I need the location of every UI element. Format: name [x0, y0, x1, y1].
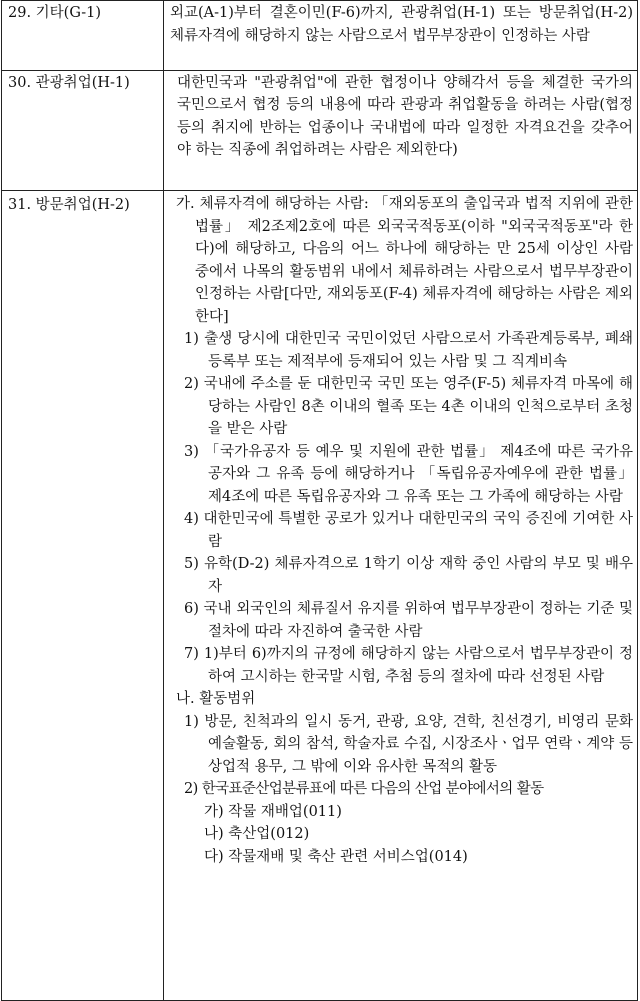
sub-list-item: 가) 작물 재배업(011) — [204, 803, 342, 820]
sub-list-item: 나) 축산업(012) — [204, 826, 310, 842]
sub-list-item: 다) 작물재배 및 축산 관련 서비스업(014) — [204, 848, 468, 865]
list-item: 6) 국내 외국인의 체류질서 유지를 위하여 법무부장관이 정하는 기준 및 절차에 따라 자진하여 출국한 사람 — [184, 601, 633, 640]
list-item: 1) 출생 당시에 대한민국 국민이었던 사람으로서 가족관계등록부, 폐쇄등록부 또는 제적부에 등재되어 있는 사람 및 그 직계비속 — [184, 331, 633, 370]
table-row — [2, 191, 638, 1001]
category-cell — [2, 191, 164, 1001]
list-item: 4) 대한민국에 특별한 공로가 있거나 대한민국의 국익 증진에 기여한 사람 — [184, 511, 633, 550]
description-text: 대한민국과 "관광취업"에 관한 협정이나 양해각서 등을 체결한 국가의 국민으로서 협정 등의 내용에 따라 관광과 취업활동을 하려는 사람(협정 등의 취지에 반하는 업종이나 국내법에 따라 일정한 자격요건을 갖추어야 하는 직종에 취업하려는 사람은 제외한다) — [177, 75, 633, 159]
category-label: 31. 방문취업(H-2) — [8, 197, 130, 213]
visa-status-table — [1, 0, 638, 1001]
description-text: 외교(A-1)부터 결혼이민(F-6)까지, 관광취업(H-1) 또는 방문취업(H-2) 체류자격에 해당하지 않는 사람으로서 법무부장관이 인정하는 사람 — [170, 5, 633, 44]
table-row — [2, 1, 638, 71]
category-label: 30. 관광취업(H-1) — [8, 75, 130, 91]
table-row — [2, 71, 638, 191]
description-cell — [164, 191, 638, 1001]
description-cell — [164, 1, 638, 71]
list-item: 7) 1)부터 6)까지의 규정에 해당하지 않는 사람으로서 법무부장관이 정하여 고시하는 한국말 시험, 추첨 등의 절차에 따라 선정된 사람 — [184, 646, 633, 685]
list-item: 2) 국내에 주소를 둔 대한민국 국민 또는 영주(F-5) 체류자격 마목에 해당하는 사람인 8촌 이내의 혈족 또는 4촌 이내의 인척으로부터 초청을 받은 사람 — [184, 376, 633, 437]
list-item: 5) 유학(D-2) 체류자격으로 1학기 이상 재학 중인 사람의 부모 및 배우자 — [184, 556, 633, 595]
description-cell — [164, 71, 638, 191]
category-label: 29. 기타(G-1) — [8, 5, 101, 21]
section-na-heading: 나. 활동범위 — [176, 691, 256, 707]
category-cell — [2, 1, 164, 71]
list-item: 1) 방문, 친척과의 일시 동거, 관광, 요양, 견학, 친선경기, 비영리 문화예술활동, 회의 참석, 학술자료 수집, 시장조사ㆍ업무 연락ㆍ계약 등 상업적 용무, 그 밖에 이와 유사한 목적의 활동 — [184, 713, 633, 775]
list-item: 2) 한국표준산업분류표에 따른 다음의 산업 분야에서의 활동 — [184, 781, 544, 797]
category-cell — [2, 71, 164, 191]
list-item: 3) 「국가유공자 등 예우 및 지원에 관한 법률」 제4조에 따른 국가유공자와 그 유족 등에 해당하거나 「독립유공자예우에 관한 법률」 제4조에 따른 독립유공자와 그 유족 또는 그 가족에 해당하는 사람 — [184, 443, 633, 505]
section-ga-text: 가. 체류자격에 해당하는 사람: 「재외동포의 출입국과 법적 지위에 관한 법률」 제2조제2호에 따른 외국국적동포(이하 "외국국적동포"라 한다)에 해당하고, 다음의 어느 하나에 해당하는 만 25세 이상인 사람 중에서 나목의 활동범위 내에서 체류하려는 사람으로서 법무부장관이 인정하는 사람[다만, 재외동포(F-4) 체류자격에 해당하는 사람은 제외한다] — [176, 196, 633, 325]
